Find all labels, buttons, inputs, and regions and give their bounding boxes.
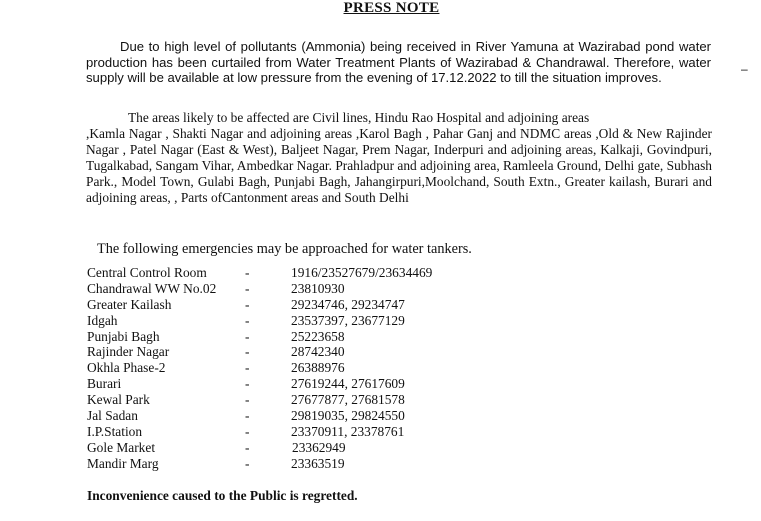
curtailment-notice-paragraph: Due to high level of pollutants (Ammonia) being received in River Yamuna at Wazirabad pond water production has been curtailed from Water Treatment Plants of Wazirabad & Chandrawal. Therefore, water supply will be available at low pressure from the evening of 17.12.2022 to till the situation improves. [86, 39, 711, 86]
contact-number: 29234746, 29234747 [291, 296, 405, 312]
regret-footer: Inconvenience caused to the Public is regretted. [87, 488, 358, 503]
contact-separator: - [245, 265, 250, 280]
emergency-contacts-heading: The following emergencies may be approached for water tankers. [97, 241, 472, 257]
contact-separator: - [245, 296, 250, 312]
contact-separator: - [245, 392, 250, 408]
contact-separator: - [245, 439, 250, 455]
title-text: PRESS NOTE [343, 0, 440, 16]
contact-separator: - [245, 376, 250, 392]
contact-name: Kewal Park [87, 392, 150, 408]
contact-separator: - [245, 408, 250, 424]
contact-number: 25223658 [291, 328, 345, 344]
contact-name: Mandir Marg [87, 455, 159, 471]
contact-name: Okhla Phase-2 [87, 360, 166, 376]
contact-separator: - [245, 344, 250, 360]
affected-areas-lead: The areas likely to be affected are Civil lines, Hindu Rao Hospital and adjoining areas [128, 110, 590, 125]
affected-areas-list: ,Kamla Nagar , Shakti Nagar and adjoining areas ,Karol Bagh , Pahar Ganj and NDMC areas ,Old & New Rajinder Nagar , Patel Nagar (East & West), Baljeet Nagar, Prem Nagar, Inderpuri and adjoining areas, Kalkaji, Govindpuri, Tugalkabad, Sangam Vihar, Ambedkar Nagar. Prahladpur and adjoining area, Ramleela Ground, Delhi gate, Subhash Park., Model Town, Gulabi Bagh, Punjabi Bagh, Jahangirpuri,Moolchand, South Extn., Greater kailash, Burari and adjoining areas, , Parts ofCantonment areas and South Delhi [86, 125, 713, 205]
contact-separator: - [245, 312, 250, 328]
contact-number: 23363519 [291, 455, 345, 471]
contact-name: Greater Kailash [87, 296, 172, 312]
contact-number: 29819035, 29824550 [291, 408, 405, 424]
contact-separator: - [245, 423, 250, 439]
contact-number: 23810930 [291, 280, 345, 296]
contact-name: Jal Sadan [87, 408, 138, 424]
contact-name: Rajinder Nagar [87, 344, 170, 360]
affected-areas-paragraph [86, 110, 712, 205]
contact-name: I.P.Station [87, 423, 143, 439]
contact-number: 1916/23527679/23634469 [291, 265, 433, 280]
contact-number: 23537397, 23677129 [291, 312, 405, 328]
contact-separator: - [245, 455, 250, 471]
contact-number: 26388976 [291, 360, 345, 376]
press-note-title [0, 0, 761, 17]
contact-separator: - [245, 360, 250, 376]
contact-name: Punjabi Bagh [87, 328, 160, 344]
contact-number: 27619244, 27617609 [291, 376, 405, 392]
contact-name: Idgah [87, 312, 118, 328]
contact-number: 23362949 [292, 439, 346, 455]
contact-number: 23370911, 23378761 [291, 423, 405, 439]
contact-separator: - [245, 280, 250, 296]
contact-name: Central Control Room [87, 265, 207, 280]
contact-number: 28742340 [291, 344, 345, 360]
contact-number: 27677877, 27681578 [291, 392, 405, 408]
contact-name: Chandrawal WW No.02 [87, 280, 217, 296]
margin-mark: – [741, 62, 748, 76]
contact-separator: - [245, 328, 250, 344]
contact-name: Gole Market [87, 439, 156, 455]
contact-name: Burari [87, 376, 122, 392]
